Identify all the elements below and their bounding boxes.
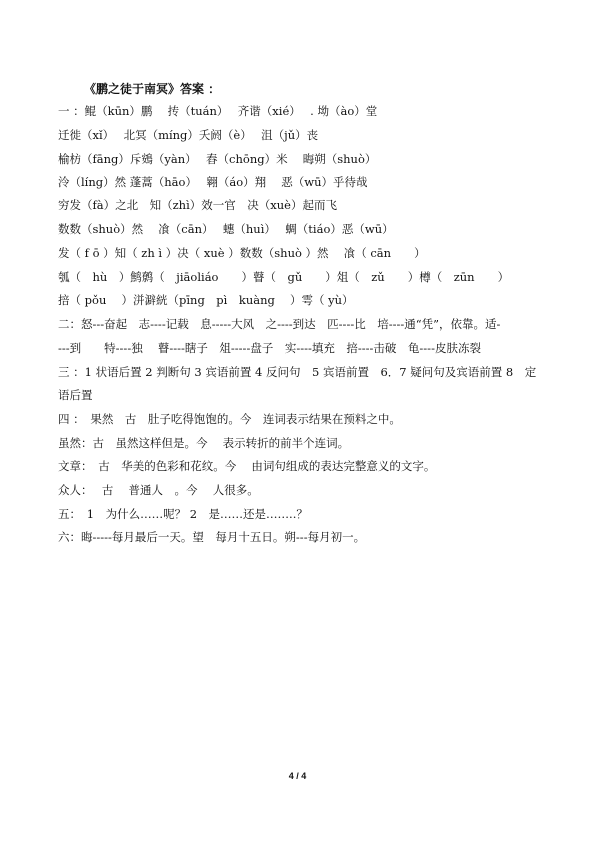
text-line: 瓠（ hù ）鹪鹩（ jiāoliáo ）瞽（ gǔ ）俎（ zǔ ）樽（ zūn ）: [58, 270, 510, 284]
text-line: 泠（líng）然 蓬蒿（hāo） 翱（áo）翔 恶（wū）乎待哉: [58, 175, 368, 189]
text-line: 众人： 古 普通人 。今 人很多。: [58, 483, 259, 497]
text-line: 文章： 古 华美的色彩和花纹。今 由词句组成的表达完整意义的文字。: [58, 459, 436, 473]
page-number: 4 / 4: [288, 771, 307, 781]
text-line: 发（ f ō ）知（ zh ì ）决（ xuè ）数数（shuò ）然 飡（ cān ）: [58, 246, 426, 260]
answer-title: 《鹏之徒于南冥》答案 ：: [84, 82, 221, 96]
text-line: 数数（shuò）然 飡（cān） 蟪（huì） 蜩（tiáo）恶（wū）: [58, 222, 394, 236]
text-line: 三 ：1 状语后置 2 判断句 3 宾语前置 4 反问句 5 宾语前置 6．7 疑问句及宾语前置 8 定: [58, 365, 537, 379]
text-line: ---到 特----独 瞽----瞎子 俎-----盘子 实----填充 掊----击破 龟----皮肤冻裂: [58, 341, 481, 355]
text-line: 掊（ pǒu ）洴澼絖（pīng pì kuàng ）雩（ yù）: [58, 293, 354, 307]
text-line: 二：怒---奋起 志----记载 息-----大风 之----到达 匹----比 培----通“凭”，依靠。适-: [58, 317, 501, 331]
text-line: 一 ：鲲（kūn）鹏 抟（tuán） 齐谐（xié） . 坳（ào）堂: [58, 104, 378, 118]
text-line: 榆枋（fāng）斥鴳（yàn） 舂（chōng）米 晦朔（shuò）: [58, 152, 377, 166]
text-line: 穷发（fà）之北 知（zhì）效一官 决（xuè）起而飞: [58, 198, 337, 212]
text-line: 四 ： 果然 古 肚子吃得饱饱的。今 连词表示结果在预料之中。: [58, 412, 401, 426]
text-line: 虽然：古 虽然这样但是。今 表示转折的前半个连词。: [58, 436, 350, 450]
text-line: 语后置: [58, 388, 93, 402]
text-line: 六：晦-----每月最后一天。望 每月十五日。朔---每月初一。: [58, 530, 366, 544]
text-line: 五： 1 为什么……呢？ 2 是……还是……..？: [58, 507, 308, 521]
text-line: 迁徙（xǐ） 北冥（míng）夭阏（è） 沮（jǔ）丧: [58, 128, 319, 142]
